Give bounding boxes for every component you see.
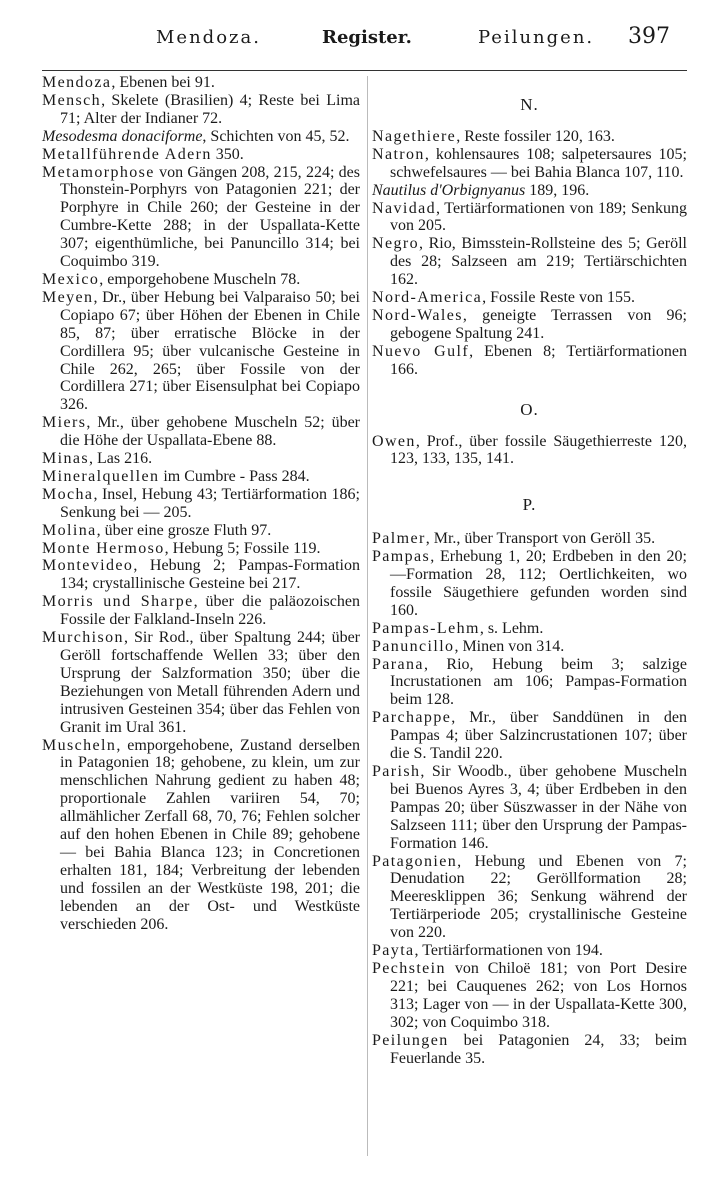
entries-n bbox=[372, 128, 687, 379]
index-entry bbox=[42, 468, 360, 486]
entry-references: 350. bbox=[211, 145, 244, 163]
entry-keyword: Palmer bbox=[372, 530, 426, 548]
index-entry bbox=[372, 942, 687, 960]
header-left-catchword: Mendoza. bbox=[156, 27, 261, 48]
entry-references: , Mr., über gehobene Muscheln 52; über die Höhe der Uspallata-Ebene 88. bbox=[60, 414, 360, 450]
entry-keyword: Parchappe bbox=[372, 709, 452, 727]
index-entry bbox=[42, 271, 360, 289]
entry-keyword: Mineralquellen bbox=[42, 467, 160, 485]
entry-keyword: Mesodesma donaciforme bbox=[42, 127, 203, 145]
entry-keyword: Minas bbox=[42, 450, 89, 468]
entry-references: , emporgehobene, Zustand derselben in Patagonien 18; gehobene, zu klein, um zur menschlichen Nahrung gedient zu haben 48; proportionale Zahlen variiren 54, 70; allmählicher Zerfall 68, 70, 76; Fehlen solcher auf den hohen Ebenen in Chile 89; gehobene — bei Bahia Blanca 123; in Concretionen erhalten 181, 184; Verbreitung der lebenden und fossilen an der Westküste 198, 201; die lebenden an der Ost- und Westküste verschieden 206. bbox=[60, 736, 360, 933]
entry-keyword: Nord-Wales bbox=[372, 306, 463, 324]
index-entry bbox=[42, 557, 360, 593]
entry-references: , Ebenen 8; Tertiärformationen 166. bbox=[390, 342, 688, 378]
entry-keyword: Mendoza bbox=[42, 74, 112, 91]
header-rule bbox=[42, 70, 687, 71]
entry-keyword: Negro bbox=[372, 235, 419, 253]
index-entry bbox=[372, 530, 687, 548]
column-divider bbox=[367, 76, 368, 1156]
header-section-title: Register. bbox=[322, 27, 412, 48]
index-entry bbox=[372, 182, 687, 200]
running-header bbox=[0, 0, 708, 60]
index-entry bbox=[372, 235, 687, 289]
index-entry bbox=[42, 74, 360, 92]
section-heading-o: O. bbox=[520, 399, 539, 419]
right-column bbox=[372, 74, 687, 1067]
entry-references: , Dr., über Hebung bei Valparaiso 50; bei Copiapo 67; über Höhen der Ebenen in Chile 85, 87; über erratische Blöcke in der Cordillera 95; über vulcanische Gesteine in Chile 262, 265; über Fossile von der Cordillera 271; über Eisensulphat bei Copiapo 326. bbox=[60, 288, 360, 414]
entry-keyword: Metamorphose bbox=[42, 163, 155, 181]
index-entry bbox=[372, 343, 687, 379]
entry-keyword: Parish bbox=[372, 763, 421, 780]
entry-keyword: Muscheln bbox=[42, 736, 117, 754]
entry-keyword: Nord-America bbox=[372, 289, 483, 307]
entry-keyword: Mensch bbox=[42, 91, 102, 109]
entry-references: , Minen von 314. bbox=[454, 637, 565, 655]
index-entry bbox=[372, 853, 687, 943]
index-entry bbox=[42, 540, 360, 558]
section-heading-n: N. bbox=[520, 95, 539, 114]
entry-references: , Tertiärformationen von 189; Senkung von 205. bbox=[390, 199, 687, 235]
index-entry bbox=[42, 146, 360, 164]
index-entry bbox=[42, 164, 360, 271]
entry-references: , Rio, Hebung beim 3; salzige Incrustationen am 106; Pampas-Formation beim 128. bbox=[390, 655, 687, 709]
entry-references: , Erhebung 1, 20; Erdbeben in den 20; —Formation 28, 112; Oertlichkeiten, wo fossile Säugethiere gefunden worden sind 160. bbox=[390, 548, 687, 619]
index-entry bbox=[372, 638, 687, 656]
index-entry bbox=[42, 128, 360, 146]
entry-references: , geneigte Terrassen von 96; gebogene Spaltung 241. bbox=[390, 306, 687, 342]
entry-keyword: Patagonien bbox=[372, 852, 458, 870]
entry-references: , Insel, Hebung 43; Tertiärformation 186; Senkung bei — 205. bbox=[60, 485, 360, 521]
entry-keyword: Molina bbox=[42, 521, 97, 539]
entry-references: , Sir Woodb., über gehobene Muscheln bei Buenos Ayres 3, 4; über Erdbeben in den Pampas 20; über Süszwasser in der Nähe von Salzseen 111; über den Ursprung der Pampas-Formation 146. bbox=[390, 763, 687, 852]
page-number: 397 bbox=[628, 24, 670, 49]
entry-keyword: Murchison bbox=[42, 629, 124, 647]
entry-keyword: Pampas bbox=[372, 548, 431, 566]
entries-o bbox=[372, 433, 687, 469]
index-entry bbox=[372, 620, 687, 638]
entry-keyword: Montevideo bbox=[42, 557, 134, 575]
entry-keyword: Nautilus d'Orbignyanus bbox=[372, 181, 526, 199]
index-entry bbox=[42, 629, 360, 736]
entry-references: , Reste fossiler 120, 163. bbox=[456, 127, 615, 145]
entry-keyword: Navidad bbox=[372, 199, 437, 217]
entry-keyword: Mexico bbox=[42, 270, 100, 288]
entry-references: , kohlensaures 108; salpetersaures 105; schwefelsaures — bei Bahia Blanca 107, 110. bbox=[390, 145, 687, 181]
entries-p bbox=[372, 530, 687, 1067]
index-entry bbox=[42, 593, 360, 629]
entry-references: , s. Lehm. bbox=[479, 619, 544, 637]
entry-keyword: Parana bbox=[372, 655, 424, 673]
index-entry bbox=[372, 289, 687, 307]
entry-references: , Mr., über Sanddünen in den Pampas 4; über Salzincrustationen 107; über die S. Tandil 220. bbox=[390, 709, 687, 763]
entry-references: , über die paläozoischen Fossile der Falkland-Inseln 226. bbox=[60, 593, 360, 629]
index-entry bbox=[42, 737, 360, 934]
entry-references: , Skelete (Brasilien) 4; Reste bei Lima 71; Alter der Indianer 72. bbox=[60, 91, 360, 127]
index-entry bbox=[42, 414, 360, 450]
entry-references: , Sir Rod., über Spaltung 244; über Geröll fortschaffende Wellen 33; über den Ursprung der Salzformation 350; über die Beziehungen von Metall führenden Adern und intrusiven Gesteinen 354; über das Fehlen von Granit im Ural 361. bbox=[60, 629, 360, 736]
index-entry bbox=[372, 763, 687, 853]
entry-keyword: Pechstein bbox=[372, 959, 446, 977]
header-right-catchword: Peilungen. bbox=[478, 27, 595, 48]
index-entry bbox=[42, 289, 360, 414]
entry-references: , Las 216. bbox=[89, 450, 153, 468]
index-entry bbox=[372, 307, 687, 343]
entry-keyword: Owen bbox=[372, 432, 416, 450]
entry-keyword: Nagethiere bbox=[372, 127, 457, 145]
entry-keyword: Peilungen bbox=[372, 1031, 449, 1049]
entry-references: , Mr., über Transport von Geröll 35. bbox=[425, 530, 656, 548]
entry-references: , Hebung und Ebenen von 7; Denudation 22; Geröllformation 28; Meeresklippen 36; Senkung während der Tertiärperiode 205; crystallinische Gesteine von 220. bbox=[390, 852, 687, 942]
index-entry bbox=[372, 433, 687, 469]
index-entry bbox=[372, 200, 687, 236]
left-column bbox=[42, 74, 360, 934]
entry-keyword: Panuncillo bbox=[372, 637, 455, 655]
entry-references: von Gängen 208, 215, 224; des Thonstein-Porphyrs von Patagonien 221; der Porphyre in Chile 260; der Gesteine in der Cumbre-Kette 288; in der Uspallata-Kette 307; eigenthümliche, bei Panuncillo 314; bei Coquimbo 319. bbox=[60, 163, 360, 271]
entry-references: , Rio, Bimsstein-Rollsteine des 5; Geröll des 28; Salzseen am 219; Tertiärschichten 162. bbox=[390, 235, 687, 289]
entry-references: , Prof., über fossile Säugethierreste 120, 123, 133, 135, 141. bbox=[390, 432, 687, 468]
entry-references: , über eine grosze Fluth 97. bbox=[96, 521, 272, 539]
entry-references: , Hebung 2; Pampas-Formation 134; crystallinische Gesteine bei 217. bbox=[60, 557, 360, 593]
entry-keyword: Monte Hermoso bbox=[42, 539, 165, 557]
entry-references: , Fossile Reste von 155. bbox=[482, 289, 635, 307]
entry-references: von Chiloë 181; von Port Desire 221; bei Cauquenes 262; von Los Hornos 313; Lager von — in der Uspallata-Kette 300, 302; von Coquimbo 318. bbox=[390, 959, 687, 1031]
entry-keyword: Mocha bbox=[42, 485, 94, 503]
index-entry bbox=[42, 450, 360, 468]
index-entry bbox=[372, 709, 687, 763]
index-entry bbox=[372, 146, 687, 182]
entry-references: , Hebung 5; Fossile 119. bbox=[164, 539, 321, 557]
entry-references: , emporgehobene Muscheln 78. bbox=[99, 270, 301, 288]
index-entry bbox=[372, 960, 687, 1032]
index-entry bbox=[42, 92, 360, 128]
entry-keyword: Miers bbox=[42, 414, 87, 432]
entry-references: im Cumbre - Pass 284. bbox=[159, 467, 310, 485]
entry-keyword: Morris und Sharpe bbox=[42, 593, 194, 611]
entry-references: , Ebenen bei 91. bbox=[111, 74, 215, 91]
entry-references: , Schichten von 45, 52. bbox=[202, 127, 350, 145]
index-entry bbox=[372, 548, 687, 620]
index-entry bbox=[372, 128, 687, 146]
entry-keyword: Nuevo Gulf bbox=[372, 342, 470, 360]
entry-keyword: Payta bbox=[372, 942, 415, 960]
entry-references: , Tertiärformationen von 194. bbox=[414, 942, 603, 960]
index-entry bbox=[42, 522, 360, 540]
entry-keyword: Meyen bbox=[42, 288, 94, 306]
entry-keyword: Metallführende Adern bbox=[42, 145, 212, 163]
section-heading-p: P. bbox=[522, 495, 537, 515]
entry-keyword: Natron bbox=[372, 145, 425, 163]
index-entry bbox=[372, 656, 687, 710]
entry-references: bei Patagonien 24, 33; beim Feuerlande 35. bbox=[390, 1031, 687, 1067]
entry-references: 189, 196. bbox=[525, 181, 590, 199]
index-entry bbox=[42, 486, 360, 522]
entry-keyword: Pampas-Lehm bbox=[372, 619, 480, 637]
index-entry bbox=[372, 1032, 687, 1068]
